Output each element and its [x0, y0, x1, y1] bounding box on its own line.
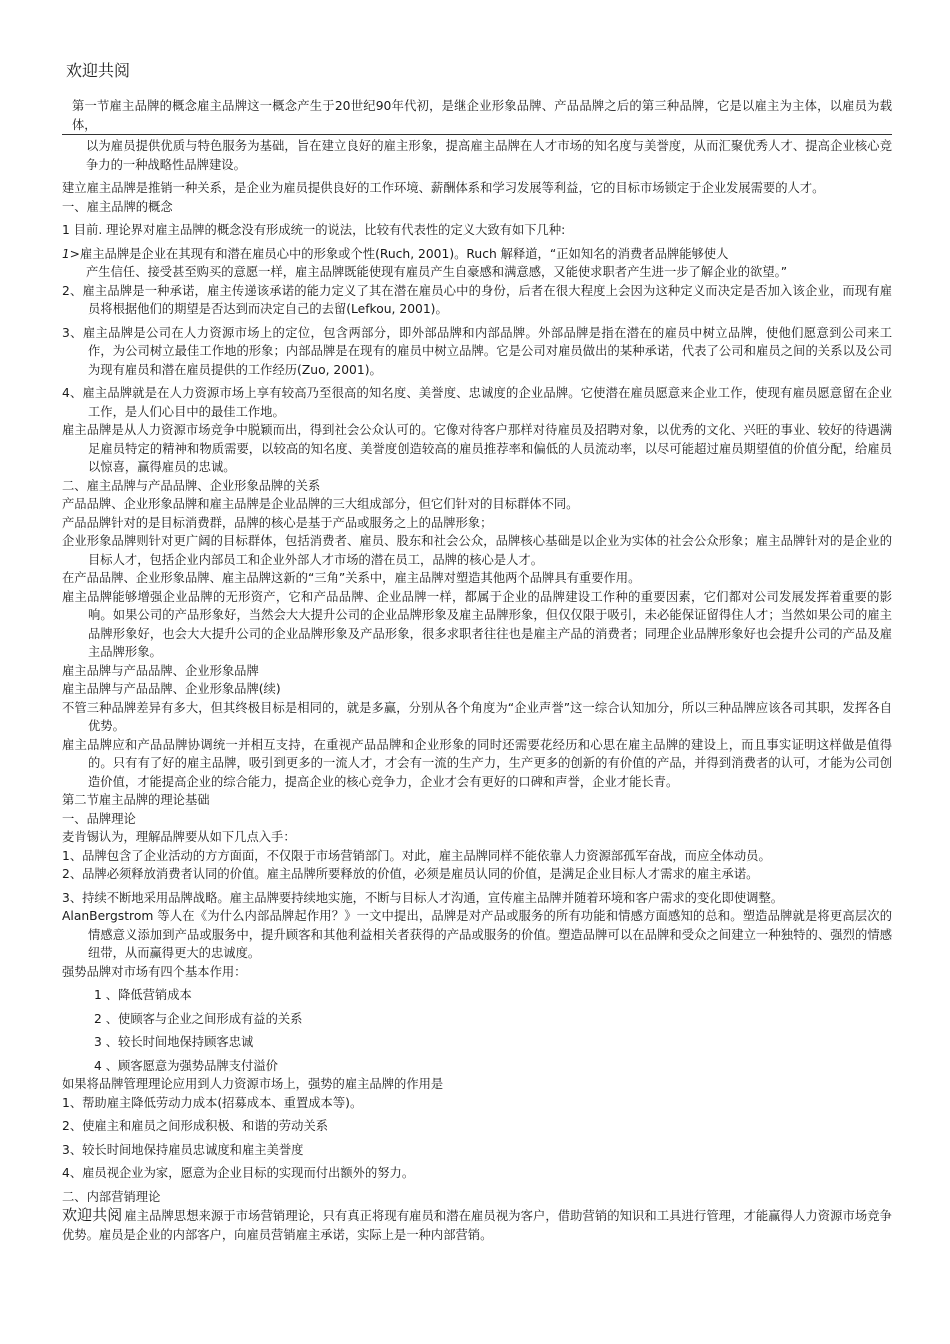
paragraph-intangible-assets: 雇主品牌能够增强企业品牌的无形资产，它和产品品牌、企业品牌一样，都属于企业的品牌建设工作种的重要因素，它们都对公司发展发挥着重要的影响。如果公司的产品形象好，当然会大大提升公司的企业品牌形象及雇主品牌形象，但仅仅限于吸引，未必能保证留得住人才；当然如果公司的雇主品牌形象好，也会大大提升公司的企业品牌形象及产品形象，很多求职者往往也是雇主产品的消费者；同理企业品牌形象好也会提升公司的产品及雇主品牌形象。	[62, 589, 892, 659]
definition-1: 1>雇主品牌是企业在其现有和潜在雇员心中的形象或个性(Ruch, 2001)。Ruch 解释道，“正如知名的消费者品牌能够使人	[62, 245, 892, 264]
employer-role-4: 4、雇员视企业为家，愿意为企业目标的实现而付出额外的努力。	[62, 1166, 415, 1180]
mckinsey-point-2: 2、品牌必须释放消费者认同的价值。雇主品牌所要释放的价值，必须是雇员认同的价值，是满足企业目标人才需求的雇主承诺。	[62, 867, 759, 881]
heading-internal-marketing: 二、内部营销理论	[62, 1189, 161, 1204]
paragraph-internal-marketing: 欢迎共阅 雇主品牌思想来源于市场营销理论，只有真正将现有雇员和潜在雇员视为客户，借助营销的知识和工具进行管理，才能赢得人力资源市场竞争优势。雇员是企业的内部客户，向雇员营销雇主承诺，实际上是一种内部营销。	[62, 1206, 892, 1242]
mckinsey-point-3: 3、持续不断地采用品牌战略。雇主品牌要持续地实施，不断与目标人才沟通，宣传雇主品牌并随着环境和客户需求的变化即使调整。	[62, 890, 784, 905]
employer-role-3: 3、较长时间地保持雇员忠诚度和雇主美誉度	[62, 1142, 304, 1157]
paragraph-product-brand: 产品品牌针对的是目标消费群，品牌的核心是基于产品或服务之上的品牌形象；	[62, 515, 493, 530]
paragraph-coordination: 雇主品牌应和产品品牌协调统一并相互支持，在重视产品品牌和企业形象的同时还需要花经历和心思在雇主品牌的建设上，而且事实证明这样做是值得的。只有有了好的雇主品牌，吸引到更多的一流人才，才会有一流的生产力，生产更多的创新的有价值的产品，并得到消费者的认可，才能为公司创造价值，才能提高企业的综合能力，提高企业的核心竞争力，企业才会有更好的口碑和声誉，企业才能长青。	[62, 737, 892, 789]
definition-2: 2、雇主品牌是一种承诺，雇主传递该承诺的能力定义了其在潜在雇员心中的身份，后者在很大程度上会因为这种定义而决定是否加入该企业，而现有雇员将根据他们的期望是否达到而决定自己的去留(Lefkou, 2001)。	[62, 283, 892, 316]
paragraph-triangle: 在产品品牌、企业形象品牌、雇主品牌这新的“三角”关系中，雇主品牌对塑造其他两个品牌具有重要作用。	[62, 571, 641, 585]
page-header: 欢迎共阅	[66, 61, 131, 80]
paragraph-mckinsey: 麦肯锡认为，理解品牌要从如下几点入手：	[62, 830, 296, 844]
paragraph-definitions-intro: 1 目前. 理论界对雇主品牌的概念没有形成统一的说法，比较有代表性的定义大致有如下几种:	[62, 223, 566, 237]
brand-role-3: 3 、较长时间地保持顾客忠诚	[94, 1035, 254, 1049]
brand-role-1: 1 、降低营销成本	[94, 988, 192, 1002]
definition-4: 4、雇主品牌就是在人力资源市场上享有较高乃至很高的知名度、美誉度、忠诚度的企业品牌。它使潜在雇员愿意来企业工作，使现有雇员愿意留在企业工作，是人们心目中的最佳工作地。	[62, 386, 892, 419]
brand-role-4: 4 、顾客愿意为强势品牌支付溢价	[94, 1058, 278, 1073]
paragraph-strong-brand: 强势品牌对市场有四个基本作用：	[62, 964, 247, 979]
paragraph-three-brands: 产品品牌、企业形象品牌和雇主品牌是企业品牌的三大组成部分，但它们针对的目标群体不同。	[62, 497, 579, 511]
employer-role-1: 1、帮助雇主降低劳动力成本(招募成本、重置成本等)。	[62, 1095, 363, 1110]
heading-brand-theory: 一、品牌理论	[62, 811, 136, 826]
definition-1-cont: 产生信任、接受甚至购买的意愿一样，雇主品牌既能使现有雇员产生自豪感和满意感，又能使求职者产生进一步了解企业的欲望。”	[86, 265, 788, 279]
caption-brand-relations: 雇主品牌与产品品牌、企业形象品牌	[62, 663, 259, 678]
paragraph-relationship: 建立雇主品牌是推销一种关系，是企业为雇员提供良好的工作环境、薪酬体系和学习发展等利益，它的目标市场锁定于企业发展需要的人才。	[62, 181, 825, 195]
caption-brand-relations-cont: 雇主品牌与产品品牌、企业形象品牌(续)	[62, 682, 281, 696]
definition-3: 3、雇主品牌是公司在人力资源市场上的定位，包含两部分，即外部品牌和内部品牌。外部品牌是指在潜在的雇员中树立品牌，使他们愿意到公司来工作，为公司树立最佳工作地的形象；内部品牌是在现有的雇员中树立品牌。它是公司对雇员做出的某种承诺，代表了公司和雇员之间的关系以及公司为现有雇员和潜在雇员提供的工作经历(Zuo, 2001)。	[62, 325, 892, 377]
paragraph-corporate-brand: 企业形象品牌则针对更广阔的目标群体，包括消费者、雇员、股东和社会公众，品牌核心基础是以企业为实体的社会公众形象；雇主品牌针对的是企业的目标人才，包括企业内部员工和企业外部人才市场的潜在员工，品牌的核心是人才。	[62, 534, 892, 567]
paragraph-section1-intro-cont: 以为雇员提供优质与特色服务为基础，旨在建立良好的雇主形象，提高雇主品牌在人才市场的知名度与美誉度，从而汇聚优秀人才、提高企业核心竞争力的一种战略性品牌建设。	[86, 139, 892, 172]
paragraph-bergstrom: AlanBergstrom 等人在《为什么内部品牌起作用？》一文中提出，品牌是对产品或服务的所有功能和情感方面感知的总和。塑造品牌就是将更高层次的情感意义添加到产品或服务中，提升顾客和其他利益相关者获得的产品或服务的价值。塑造品牌可以在品牌和受众之间建立一种独特的、强烈的情感纽带，从而赢得更大的忠诚度。	[62, 909, 892, 960]
employer-role-2: 2、使雇主和雇员之间形成积极、和谐的劳动关系	[62, 1119, 329, 1133]
mckinsey-point-1: 1、品牌包含了企业活动的方方面面，不仅限于市场营销部门。对此，雇主品牌同样不能依靠人力资源部孤军奋战，而应全体动员。	[62, 848, 771, 863]
brand-role-2: 2 、使顾客与企业之间形成有益的关系	[94, 1011, 303, 1026]
paragraph-hr-application: 如果将品牌管理理论应用到人力资源市场上，强势的雇主品牌的作用是	[62, 1077, 444, 1091]
paragraph-multi-win: 不管三种品牌差异有多大，但其终极目标是相同的，就是多赢，分别从各个角度为“企业声誉”这一综合认知加分，所以三种品牌应该各司其职，发挥各自优势。	[62, 700, 892, 733]
paragraph-section1-intro: 第一节雇主品牌的概念雇主品牌这一概念产生于20世纪90年代初，是继企业形象品牌、产品品牌之后的第三种品牌，它是以雇主为主体，以雇员为载体，	[62, 97, 892, 135]
definition-1-mark: 1	[62, 246, 70, 261]
definition-prefix-number: 1	[62, 223, 70, 237]
heading-concept: 一、雇主品牌的概念	[62, 199, 173, 214]
heading-brand-relations: 二、雇主品牌与产品品牌、企业形象品牌的关系	[62, 478, 321, 493]
heading-section2: 第二节雇主品牌的理论基础	[62, 793, 210, 807]
footer-tag: 欢迎共阅	[62, 1206, 123, 1224]
paragraph-market-competition: 雇主品牌是从人力资源市场竞争中脱颖而出，得到社会公众认可的。它像对待客户那样对待雇员及招聘对象，以优秀的文化、兴旺的事业、较好的待遇满足雇员特定的精神和物质需要，以较高的知名度、美誉度创造较高的雇员推荐率和偏低的人员流动率，以尽可能超过雇员期望值的价值分配，给雇员以惊喜，赢得雇员的忠诚。	[62, 423, 892, 474]
document-body	[62, 97, 892, 1244]
